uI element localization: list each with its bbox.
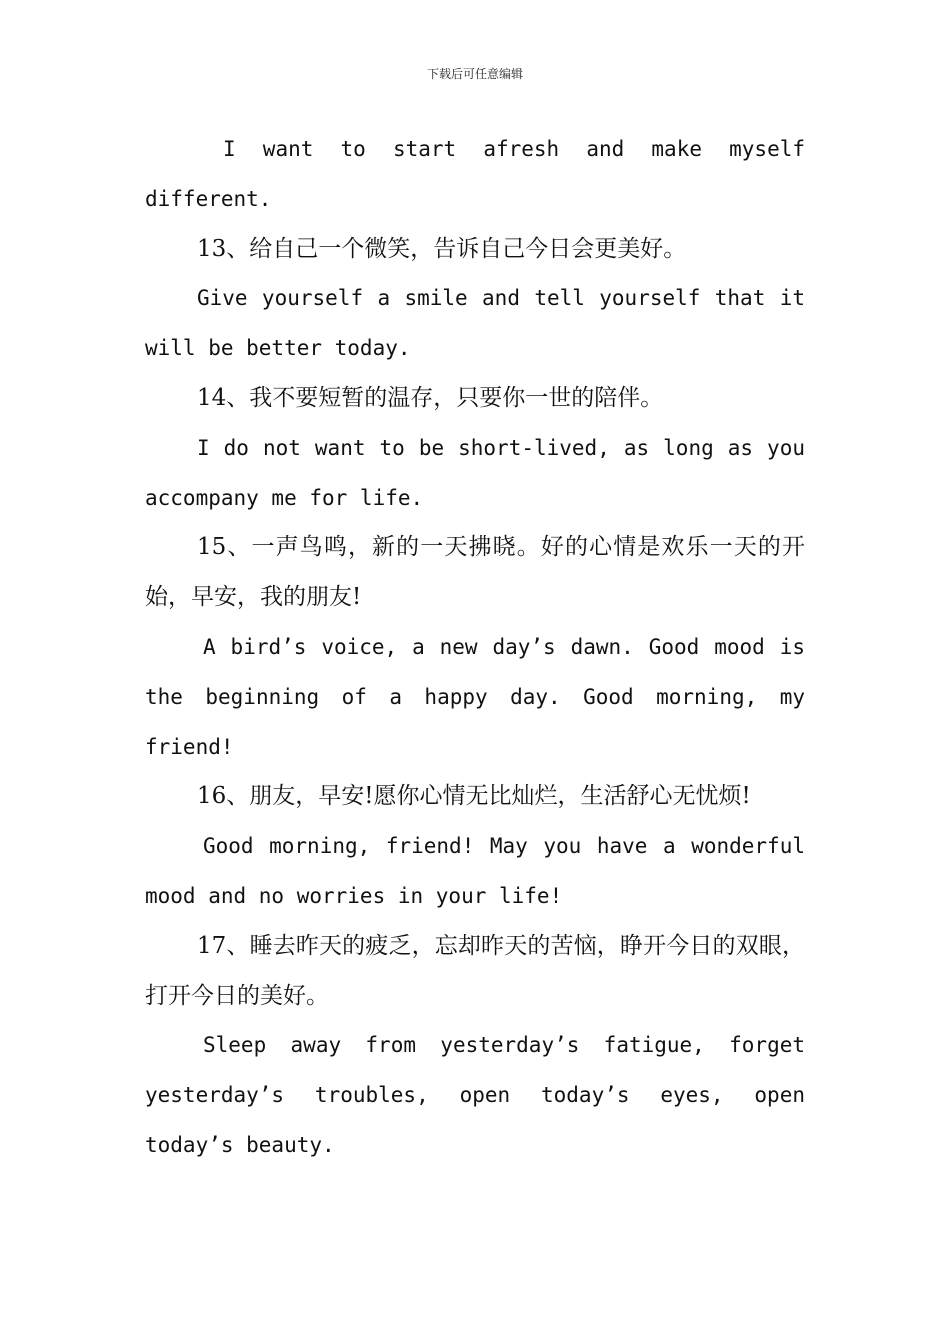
paragraph-english: I do not want to be short-lived, as long as you accompany me for life. xyxy=(145,435,805,510)
paragraph-chinese: 17、睡去昨天的疲乏，忘却昨天的苦恼，睁开今日的双眼，打开今日的美好。 xyxy=(145,932,805,1009)
paragraph-chinese: 13、给自己一个微笑，告诉自己今日会更美好。 xyxy=(197,235,687,262)
paragraph-chinese: 16、朋友，早安!愿你心情无比灿烂，生活舒心无忧烦! xyxy=(197,783,751,810)
paragraph-english: A bird’s voice, a new day’s dawn. Good mood is the beginning of a happy day. Good morning, my friend! xyxy=(145,634,805,759)
page-header: 下载后可任意编辑 xyxy=(426,67,523,81)
paragraph-english: Good morning, friend! May you have a wonderful mood and no worries in your life! xyxy=(145,834,805,908)
document-body xyxy=(145,125,805,1171)
paragraph-english: Give yourself a smile and tell yourself that it will be better today. xyxy=(145,286,805,361)
paragraph-chinese: 14、我不要短暂的温存，只要你一世的陪伴。 xyxy=(197,384,664,411)
paragraph-english: Sleep away from yesterday’s fatigue, forget yesterday’s troubles, open today’s eyes, open today’s beauty. xyxy=(145,1033,805,1157)
paragraph-chinese: 15、一声鸟鸣，新的一天拂晓。好的心情是欢乐一天的开始，早安，我的朋友! xyxy=(145,534,805,611)
paragraph-english: I want to start afresh and make myself different. xyxy=(145,137,805,211)
